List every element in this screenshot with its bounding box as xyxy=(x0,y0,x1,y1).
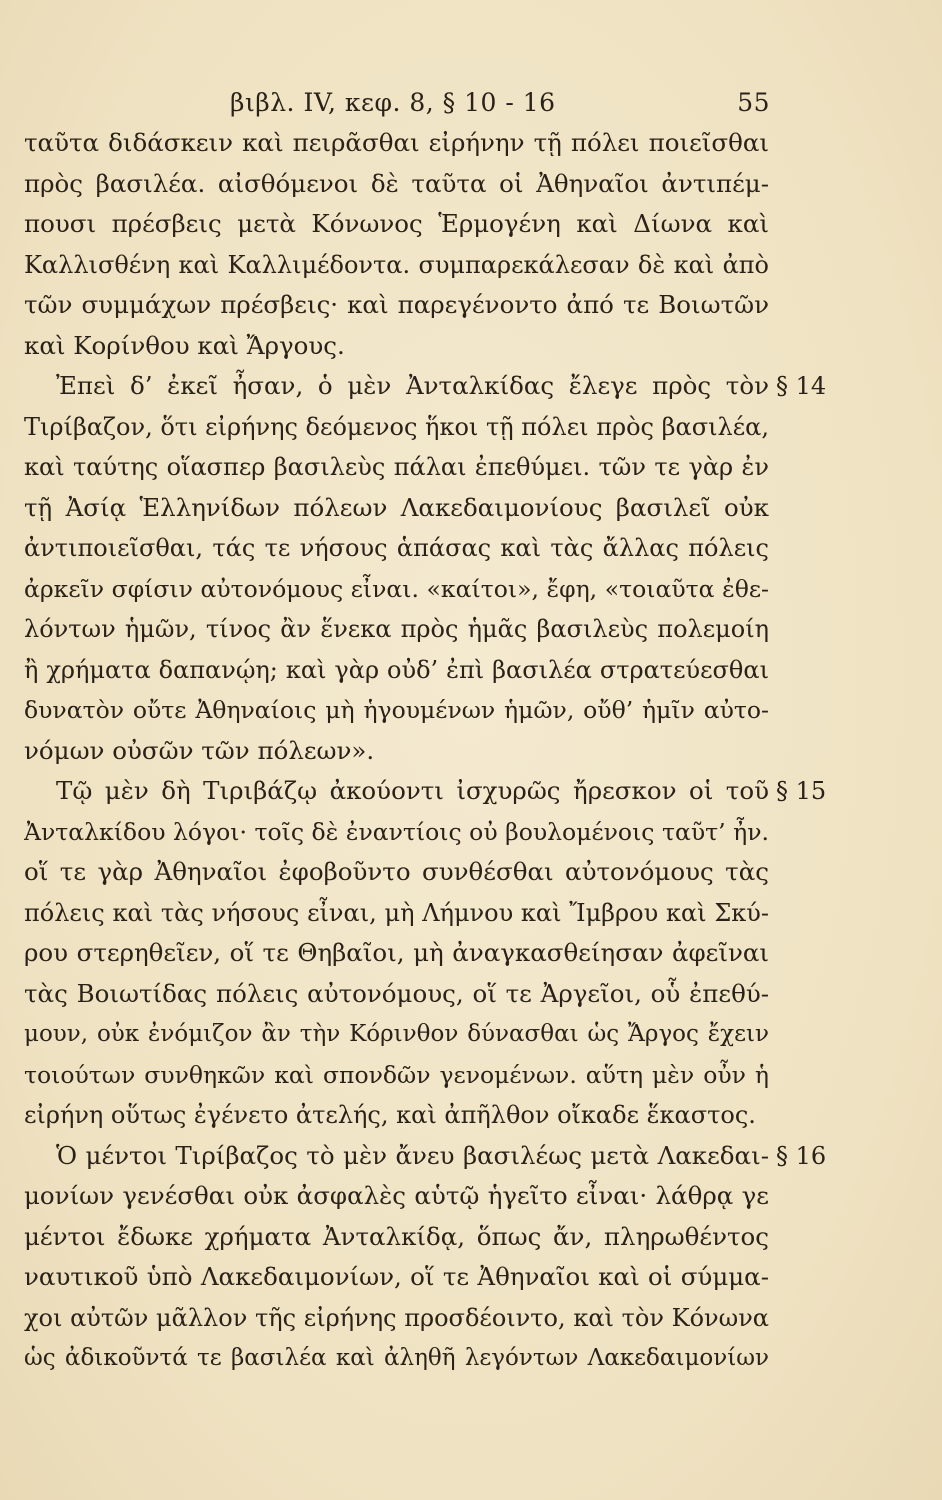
text-line: μέντοι ἔδωκε χρήματα Ἀνταλκίδᾳ, ὅπως ἄν, πληρωθέντος xyxy=(24,1221,769,1251)
text-line: ναυτικοῦ ὑπὸ Λακεδαιμονίων, οἵ τε Ἀθηναῖοι καὶ οἱ σύμμα- xyxy=(24,1262,769,1291)
text-line: τῶν συμμάχων πρέσβεις· καὶ παρεγένοντο ἀπό τε Βοιωτῶν xyxy=(24,290,769,319)
text-line: ὡς ἀδικοῦντά τε βασιλέα καὶ ἀληθῆ λεγόντων Λακεδαιμονίων xyxy=(24,1345,769,1371)
text-line: χοι αὐτῶν μᾶλλον τῆς εἰρήνης προσδέοιντο, καὶ τὸν Κόνωνα xyxy=(24,1303,769,1332)
text-line: ἢ χρήματα δαπανῴη; καὶ γὰρ οὐδ’ ἐπὶ βασιλέα στρατεύεσθαι xyxy=(24,655,769,684)
text-line: τοιούτων συνθηκῶν καὶ σπονδῶν γενομένων. αὕτη μὲν οὖν ἡ xyxy=(24,1060,769,1089)
text-line: λόντων ἡμῶν, τίνος ἂν ἕνεκα πρὸς ἡμᾶς βασιλεὺς πολεμοίη xyxy=(24,615,769,643)
text-line: ρου στερηθεῖεν, οἵ τε Θηβαῖοι, μὴ ἀναγκασθείησαν ἀφεῖναι xyxy=(24,938,769,967)
text-line: Ἀνταλκίδου λόγοι· τοῖς δὲ ἐναντίοις οὐ βουλομένοις ταῦτ’ ἦν. xyxy=(24,817,769,846)
text-line: νόμων οὐσῶν τῶν πόλεων». xyxy=(24,735,375,765)
text-line: τῇ Ἀσίᾳ Ἑλληνίδων πόλεων Λακεδαιμονίους βασιλεῖ οὐκ xyxy=(24,492,769,522)
text-line: δυνατὸν οὔτε Ἀθηναίοις μὴ ἡγουμένων ἡμῶν, οὔθ’ ἡμῖν αὐτο- xyxy=(24,696,769,724)
text-line: καὶ Κορίνθου καὶ Ἄργους. xyxy=(24,330,345,360)
paragraph-start-line: Τῷ μὲν δὴ Τιριβάζῳ ἀκούοντι ἰσχυρῶς ἤρεσκον οἱ τοῦ xyxy=(56,776,769,805)
text-line: μουν, οὐκ ἐνόμιζον ἂν τὴν Κόρινθον δύνασθαι ὡς Ἄργος ἔχειν xyxy=(24,1021,769,1047)
text-line: τὰς Βοιωτίδας πόλεις αὐτονόμους, οἵ τε Ἀργεῖοι, οὗ ἐπεθύ- xyxy=(24,978,769,1008)
text-line: ταῦτα διδάσκειν καὶ πειρᾶσθαι εἰρήνην τῇ πόλει ποιεῖσθαι xyxy=(24,128,769,157)
text-line: ἀντιποιεῖσθαι, τάς τε νήσους ἁπάσας καὶ τὰς ἄλλας πόλεις xyxy=(24,534,769,562)
text-line: πρὸς βασιλέα. αἰσθόμενοι δὲ ταῦτα οἱ Ἀθηναῖοι ἀντιπέμ- xyxy=(24,168,769,198)
page-number: 55 xyxy=(737,88,770,117)
text-line: πουσι πρέσβεις μετὰ Κόνωνος Ἑρμογένη καὶ Δίωνα καὶ xyxy=(24,209,769,238)
text-line: ἀρκεῖν σφίσιν αὐτονόμους εἶναι. «καίτοι», ἔφη, «τοιαῦτα ἐθε- xyxy=(24,574,769,603)
text-line: Καλλισθένη καὶ Καλλιμέδοντα. συμπαρεκάλεσαν δὲ καὶ ἀπὸ xyxy=(24,250,769,279)
section-marker-15: § 15 xyxy=(776,777,827,805)
text-line: οἵ τε γὰρ Ἀθηναῖοι ἐφοβοῦντο συνθέσθαι αὐτονόμους τὰς xyxy=(24,857,769,886)
page-header xyxy=(230,88,770,128)
body-text xyxy=(24,123,769,1379)
text-line: πόλεις καὶ τὰς νήσους εἶναι, μὴ Λήμνου καὶ Ἴμβρου καὶ Σκύ- xyxy=(24,898,769,927)
paragraph-start-line: Ὁ μέντοι Τιρίβαζος τὸ μὲν ἄνευ βασιλέως μετὰ Λακεδαι- xyxy=(56,1140,769,1170)
running-head: βιβλ. IV, κεφ. 8, § 10 - 16 xyxy=(230,88,556,117)
text-line: καὶ ταύτης οἵασπερ βασιλεὺς πάλαι ἐπεθύμει. τῶν τε γὰρ ἐν xyxy=(24,453,769,481)
text-line: μονίων γενέσθαι οὐκ ἀσφαλὲς αὑτῷ ἡγεῖτο εἶναι· λάθρᾳ γε xyxy=(24,1181,769,1210)
paragraph-start-line: Ἐπεὶ δ’ ἐκεῖ ἦσαν, ὁ μὲν Ἀνταλκίδας ἔλεγε πρὸς τὸν xyxy=(56,371,769,400)
section-marker-14: § 14 xyxy=(776,372,827,400)
text-line: Τιρίβαζον, ὅτι εἰρήνης δεόμενος ἥκοι τῇ πόλει πρὸς βασιλέα, xyxy=(24,412,769,441)
section-marker-16: § 16 xyxy=(776,1142,827,1170)
text-line: εἰρήνη οὕτως ἐγένετο ἀτελής, καὶ ἀπῆλθον οἴκαδε ἕκαστος. xyxy=(24,1101,756,1129)
